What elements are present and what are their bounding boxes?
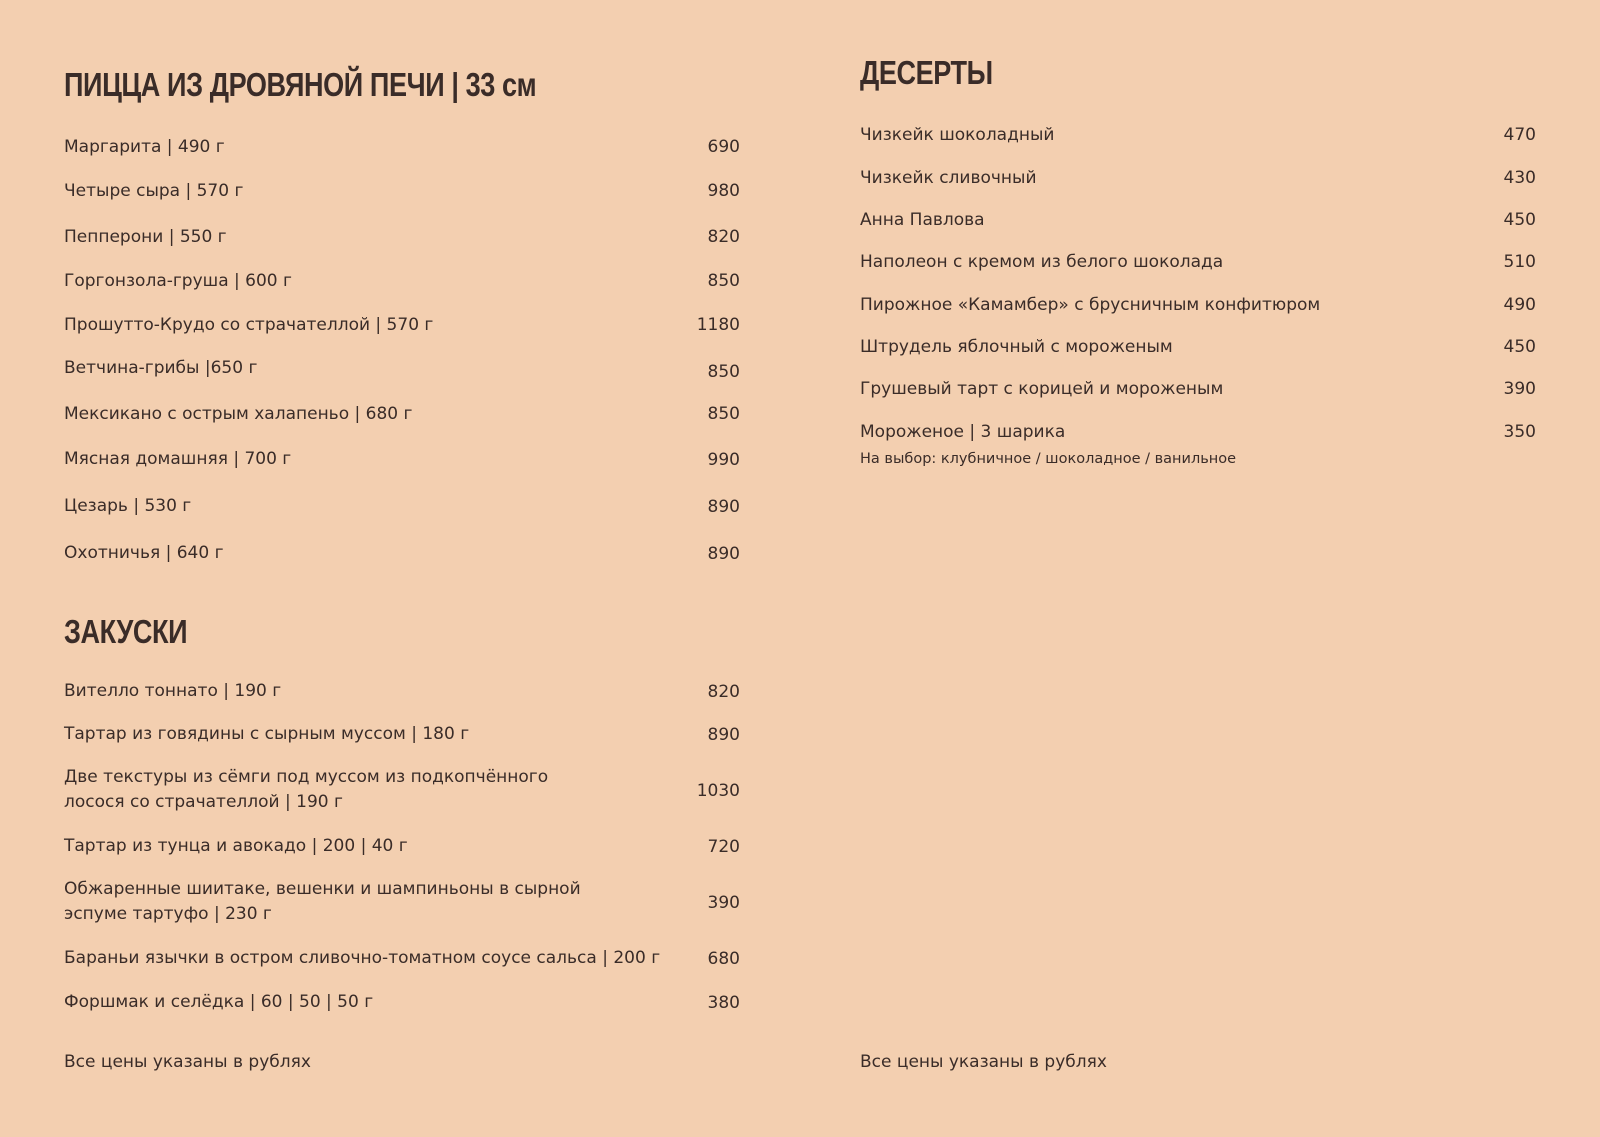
menu-item: [64, 834, 740, 859]
item-price: 450: [1503, 337, 1536, 357]
menu-item: [64, 494, 740, 519]
item-name: Две текстуры из сёмги под муссом из подкопчённого лосося со страчателлой | 190 г: [64, 767, 549, 812]
menu-item: [64, 679, 740, 704]
item-name: Форшмак и селёдка | 60 | 50 | 50 г: [64, 992, 374, 1012]
item-name: Чизкейк шоколадный: [860, 125, 1055, 145]
item-price: 850: [707, 271, 740, 291]
item-name: Грушевый тарт с корицей и мороженым: [860, 379, 1224, 399]
desserts-section-title: ДЕСЕРТЫ: [860, 54, 993, 91]
item-price: 1180: [696, 315, 740, 335]
snacks-section-title: ЗАКУСКИ: [64, 613, 188, 650]
item-price: 680: [707, 949, 740, 969]
item-price: 470: [1503, 125, 1536, 145]
menu-item: [860, 293, 1536, 318]
menu-item: [64, 765, 740, 815]
item-price: 890: [707, 497, 740, 517]
item-name: Мясная домашняя | 700 г: [64, 449, 292, 469]
menu-item: [64, 877, 740, 927]
item-price: 980: [707, 181, 740, 201]
item-name: Ветчина-грибы |650 г: [64, 358, 258, 378]
menu-item: [860, 377, 1536, 402]
item-name: Вителло тоннато | 190 г: [64, 681, 282, 701]
item-price: 350: [1503, 422, 1536, 442]
item-name: Пирожное «Камамбер» с брусничным конфитюром: [860, 295, 1321, 315]
item-name: Пепперони | 550 г: [64, 227, 227, 247]
menu-item: [64, 179, 740, 204]
item-price: 820: [707, 227, 740, 247]
item-name: Тартар из говядины с сырным муссом | 180 г: [64, 724, 470, 744]
menu-item: [860, 250, 1536, 275]
menu-item: [64, 541, 740, 566]
menu-item: [860, 123, 1536, 148]
item-name: Штрудель яблочный с мороженым: [860, 337, 1173, 357]
item-price: 490: [1503, 295, 1536, 315]
item-price: 380: [707, 993, 740, 1013]
item-price: 430: [1503, 168, 1536, 188]
item-name: Мексикано с острым халапеньо | 680 г: [64, 404, 413, 424]
prices-footnote: Все цены указаны в рублях: [64, 1052, 311, 1072]
item-price: 510: [1503, 252, 1536, 272]
item-price: 890: [707, 544, 740, 564]
item-name: Анна Павлова: [860, 210, 985, 230]
menu-item: [860, 420, 1536, 470]
item-price: 390: [1503, 379, 1536, 399]
item-name: Четыре сыра | 570 г: [64, 181, 244, 201]
item-price: 850: [707, 404, 740, 424]
item-name: Горгонзола-груша | 600 г: [64, 271, 292, 291]
menu-item: [64, 135, 740, 160]
item-name: Цезарь | 530 г: [64, 496, 192, 516]
menu-item: [860, 166, 1536, 191]
item-price: 690: [707, 137, 740, 157]
item-name: Маргарита | 490 г: [64, 137, 225, 157]
pizza-section-title: ПИЦЦА ИЗ ДРОВЯНОЙ ПЕЧИ | 33 см: [64, 66, 537, 103]
menu-item: [64, 946, 740, 971]
item-name: Прошутто-Крудо со страчателлой | 570 г: [64, 315, 434, 335]
menu-item: [64, 269, 740, 294]
item-name: Мороженое | 3 шарика: [860, 422, 1066, 442]
item-name: Наполеон с кремом из белого шоколада: [860, 252, 1224, 272]
item-price: 890: [707, 725, 740, 745]
item-name: Тартар из тунца и авокадо | 200 | 40 г: [64, 836, 408, 856]
item-name: Бараньи язычки в остром сливочно-томатном соусе сальса | 200 г: [64, 948, 661, 968]
item-price: 1030: [696, 781, 740, 801]
item-note: На выбор: клубничное / шоколадное / ванильное: [860, 451, 1237, 467]
item-price: 720: [707, 837, 740, 857]
menu-item: [64, 356, 740, 386]
menu-item: [64, 447, 740, 472]
menu-item: [64, 722, 740, 747]
item-name: Обжаренные шиитаке, вешенки и шампиньоны в сырной эспуме тартуфо | 230 г: [64, 879, 581, 924]
item-name: Чизкейк сливочный: [860, 168, 1037, 188]
menu-item: [860, 208, 1536, 233]
item-price: 990: [707, 450, 740, 470]
item-price: 450: [1503, 210, 1536, 230]
item-price: 850: [707, 362, 740, 382]
item-name: Охотничья | 640 г: [64, 543, 224, 563]
menu-item: [64, 990, 740, 1015]
item-price: 390: [707, 893, 740, 913]
menu-item: [860, 335, 1536, 360]
item-price: 820: [707, 682, 740, 702]
menu-item: [64, 313, 740, 338]
menu-item: [64, 225, 740, 250]
menu-item: [64, 402, 740, 427]
prices-footnote: Все цены указаны в рублях: [860, 1052, 1107, 1072]
